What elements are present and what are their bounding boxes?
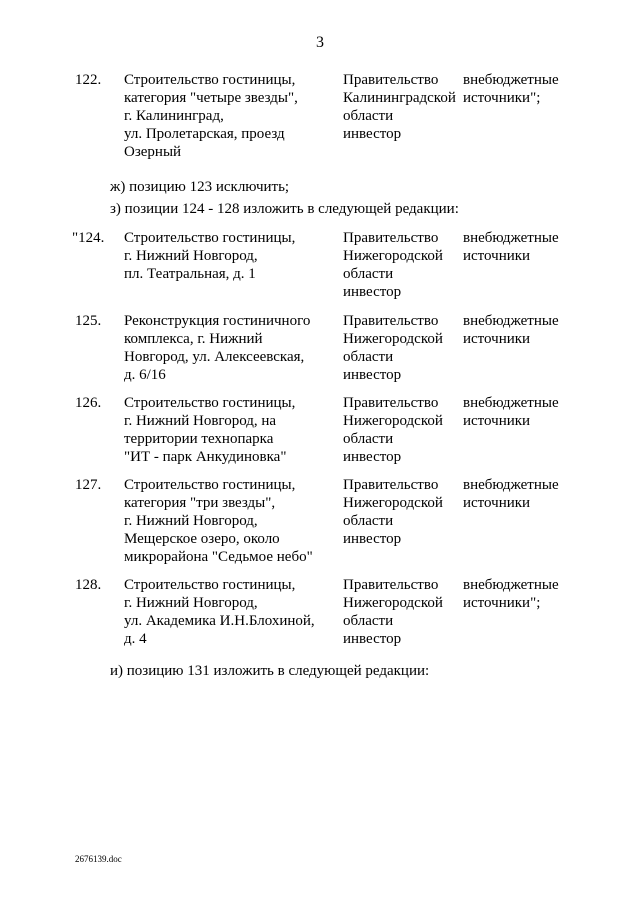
entry-responsible: [343, 71, 461, 143]
entry-object: [124, 312, 339, 384]
entry-number: 128.: [75, 577, 102, 593]
object-line: Строительство гостиницы,: [124, 395, 296, 411]
entry-object: [124, 576, 339, 648]
object-line: комплекса, г. Нижний: [124, 331, 263, 347]
object-line: ул. Академика И.Н.Блохиной,: [124, 613, 315, 629]
object-line: ул. Пролетарская, проезд: [124, 126, 285, 142]
object-line: микрорайона "Седьмое небо": [124, 549, 313, 565]
entry-source: [463, 312, 593, 348]
entry-responsible: [343, 312, 461, 384]
responsible-line: области: [343, 431, 394, 447]
source-line: источники";: [463, 595, 541, 611]
responsible-line: области: [343, 513, 394, 529]
responsible-line: Правительство: [343, 477, 439, 493]
responsible-line: области: [343, 266, 394, 282]
source-line: внебюджетные: [463, 395, 559, 411]
responsible-line: области: [343, 349, 394, 365]
responsible-line: инвестор: [343, 126, 402, 142]
object-line: Строительство гостиницы,: [124, 577, 296, 593]
responsible-line: инвестор: [343, 531, 402, 547]
object-line: д. 6/16: [124, 367, 166, 383]
responsible-line: области: [343, 613, 394, 629]
object-line: Озерный: [124, 144, 182, 160]
responsible-line: Правительство: [343, 577, 439, 593]
entry-number: "124.: [72, 230, 105, 246]
entry-responsible: [343, 476, 461, 548]
source-line: источники";: [463, 90, 541, 106]
responsible-line: Нижегородской: [343, 595, 443, 611]
page-number: 3: [316, 34, 324, 51]
object-line: территории технопарка: [124, 431, 274, 447]
source-line: внебюджетные: [463, 230, 559, 246]
object-line: г. Калининград,: [124, 108, 224, 124]
object-line: г. Нижний Новгород, на: [124, 413, 277, 429]
source-line: источники: [463, 248, 531, 264]
footer-filename: 2676139.doc: [75, 854, 122, 864]
source-line: внебюджетные: [463, 313, 559, 329]
object-line: Строительство гостиницы,: [124, 72, 296, 88]
entry-source: [463, 576, 593, 612]
source-line: внебюджетные: [463, 477, 559, 493]
responsible-line: Нижегородской: [343, 248, 443, 264]
source-line: внебюджетные: [463, 577, 559, 593]
entry-number: 125.: [75, 313, 102, 329]
responsible-line: Нижегородской: [343, 331, 443, 347]
responsible-line: Правительство: [343, 230, 439, 246]
entry-number: 122.: [75, 72, 102, 88]
object-line: Мещерское озеро, около: [124, 531, 280, 547]
responsible-line: инвестор: [343, 367, 402, 383]
responsible-line: Правительство: [343, 313, 439, 329]
responsible-line: инвестор: [343, 631, 402, 647]
entry-object: [124, 229, 339, 283]
responsible-line: Калининградской: [343, 90, 456, 106]
source-line: внебюджетные: [463, 72, 559, 88]
entry-source: [463, 71, 593, 107]
entry-responsible: [343, 229, 461, 301]
paragraph-i: и) позицию 131 изложить в следующей редакции:: [110, 663, 430, 679]
responsible-line: Правительство: [343, 395, 439, 411]
source-line: источники: [463, 413, 531, 429]
object-line: д. 4: [124, 631, 147, 647]
responsible-line: Правительство: [343, 72, 439, 88]
entry-number: 127.: [75, 477, 102, 493]
paragraph-zh: ж) позицию 123 исключить;: [110, 179, 290, 195]
entry-source: [463, 394, 593, 430]
source-line: источники: [463, 331, 531, 347]
entry-number: 126.: [75, 395, 102, 411]
entry-responsible: [343, 576, 461, 648]
object-line: г. Нижний Новгород,: [124, 513, 258, 529]
object-line: категория "четыре звезды",: [124, 90, 298, 106]
responsible-line: инвестор: [343, 449, 402, 465]
object-line: Строительство гостиницы,: [124, 477, 296, 493]
object-line: "ИТ - парк Анкудиновка": [124, 449, 287, 465]
responsible-line: инвестор: [343, 284, 402, 300]
paragraph-z: з) позиции 124 - 128 изложить в следующей редакции:: [110, 201, 459, 217]
entry-responsible: [343, 394, 461, 466]
responsible-line: Нижегородской: [343, 413, 443, 429]
entry-object: [124, 71, 339, 161]
object-line: г. Нижний Новгород,: [124, 595, 258, 611]
object-line: пл. Театральная, д. 1: [124, 266, 256, 282]
entry-source: [463, 229, 593, 265]
object-line: категория "три звезды",: [124, 495, 276, 511]
object-line: Новгород, ул. Алексеевская,: [124, 349, 305, 365]
responsible-line: Нижегородской: [343, 495, 443, 511]
entry-object: [124, 394, 339, 466]
entry-source: [463, 476, 593, 512]
source-line: источники: [463, 495, 531, 511]
object-line: Реконструкция гостиничного: [124, 313, 311, 329]
object-line: г. Нижний Новгород,: [124, 248, 258, 264]
object-line: Строительство гостиницы,: [124, 230, 296, 246]
entry-object: [124, 476, 339, 566]
responsible-line: области: [343, 108, 394, 124]
